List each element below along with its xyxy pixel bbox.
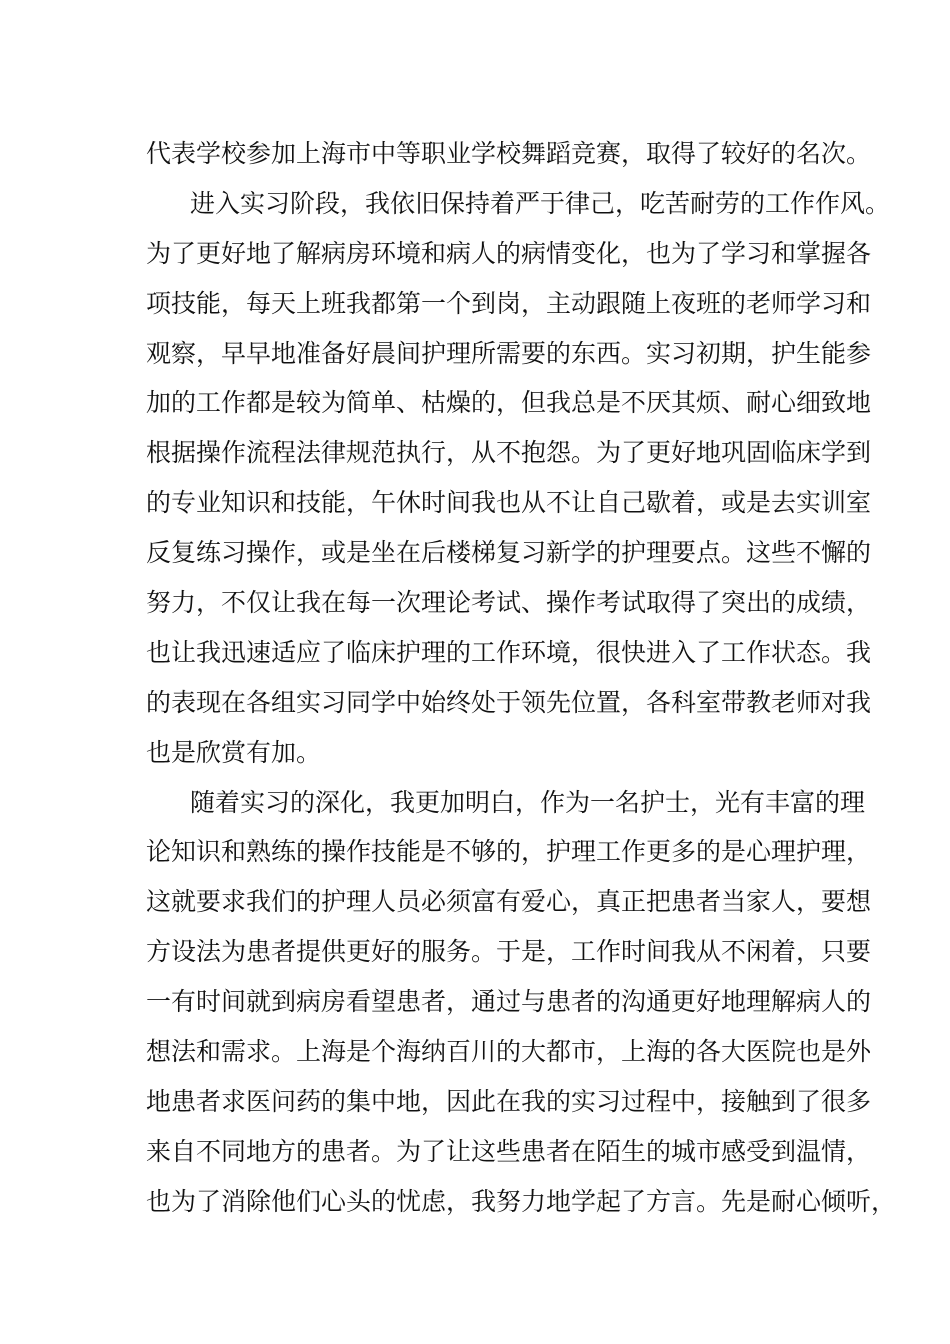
text-line: 的专业知识和技能，午休时间我也从不让自己歇着，或是去实训室 xyxy=(146,488,872,518)
text-line: 反复练习操作，或是坐在后楼梯复习新学的护理要点。这些不懈的 xyxy=(146,538,872,568)
text-line: 这就要求我们的护理人员必须富有爱心，真正把患者当家人，要想 xyxy=(146,887,872,917)
text-line: 也让我迅速适应了临床护理的工作环境，很快进入了工作状态。我 xyxy=(146,637,872,667)
text-line: 一有时间就到病房看望患者，通过与患者的沟通更好地理解病人的 xyxy=(146,987,872,1017)
text-line: 也是欣赏有加。 xyxy=(146,737,322,767)
text-line: 的表现在各组实习同学中始终处于领先位置，各科室带教老师对我 xyxy=(146,687,872,717)
text-line: 随着实习的深化，我更加明白，作为一名护士，光有丰富的理 xyxy=(190,787,866,817)
text-line: 根据操作流程法律规范执行，从不抱怨。为了更好地巩固临床学到 xyxy=(146,438,872,468)
text-line: 来自不同地方的患者。为了让这些患者在陌生的城市感受到温情， xyxy=(146,1136,872,1166)
text-line: 想法和需求。上海是个海纳百川的大都市，上海的各大医院也是外 xyxy=(146,1037,872,1067)
text-line: 进入实习阶段，我依旧保持着严于律己，吃苦耐劳的工作作风。 xyxy=(190,188,891,218)
body-text xyxy=(146,129,897,1227)
text-line: 努力，不仅让我在每一次理论考试、操作考试取得了突出的成绩， xyxy=(146,588,872,618)
text-line: 论知识和熟练的操作技能是不够的，护理工作更多的是心理护理， xyxy=(146,837,872,867)
text-line: 代表学校参加上海市中等职业学校舞蹈竞赛，取得了较好的名次。 xyxy=(146,139,872,168)
text-line: 方设法为患者提供更好的服务。于是，工作时间我从不闲着，只要 xyxy=(146,937,872,967)
text-line: 项技能，每天上班我都第一个到岗，主动跟随上夜班的老师学习和 xyxy=(146,288,872,318)
text-line: 地患者求医问药的集中地，因此在我的实习过程中，接触到了很多 xyxy=(146,1086,872,1116)
text-line: 也为了消除他们心头的忧虑，我努力地学起了方言。先是耐心倾听， xyxy=(146,1186,897,1216)
text-line: 加的工作都是较为简单、枯燥的，但我总是不厌其烦、耐心细致地 xyxy=(146,388,872,418)
text-line: 观察，早早地准备好晨间护理所需要的东西。实习初期，护生能参 xyxy=(146,338,872,368)
text-line: 为了更好地了解病房环境和病人的病情变化，也为了学习和掌握各 xyxy=(146,238,872,268)
